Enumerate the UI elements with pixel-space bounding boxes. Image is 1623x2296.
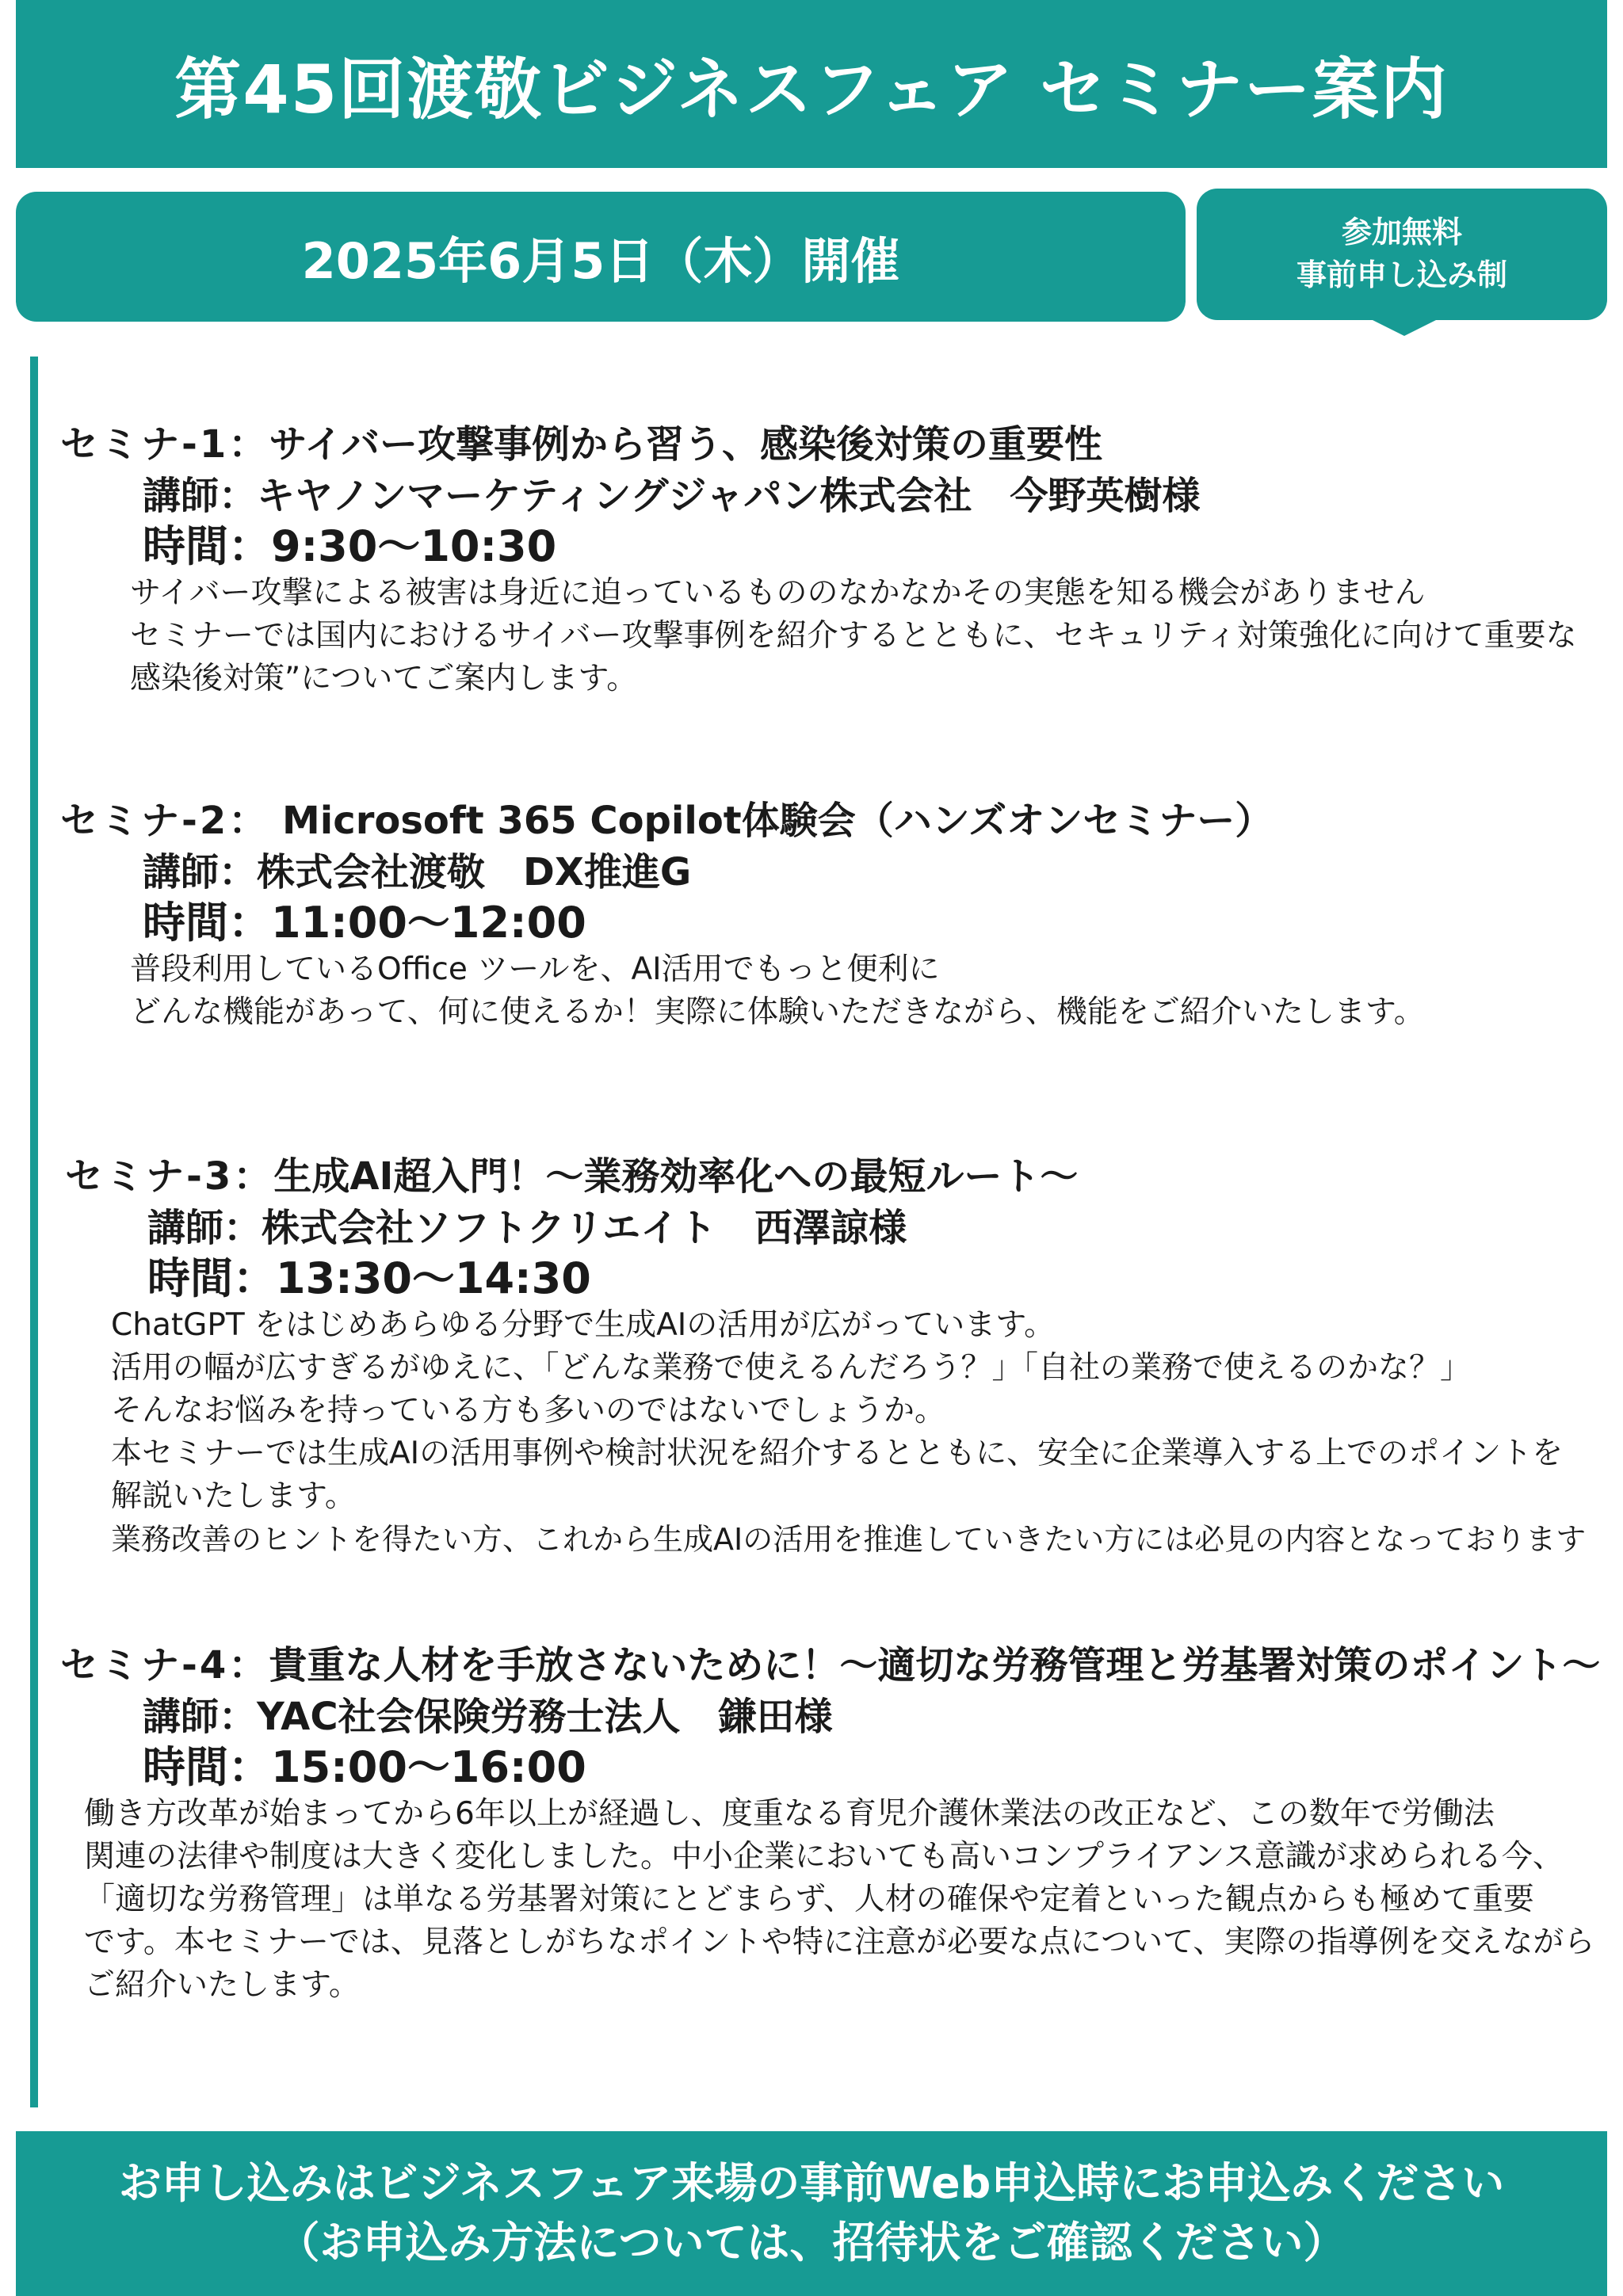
description-line: 解説いたします。 bbox=[111, 1478, 356, 1514]
description-line: どんな機能があって、何に使えるか！実際に体験いただきながら、機能をご紹介いたします。 bbox=[130, 994, 1425, 1030]
speaker-name: 株式会社渡敬 DX推進G bbox=[257, 850, 692, 894]
description-line: 本セミナーでは生成AIの活用事例や検討状況を紹介するとともに、安全に企業導入する上でのポイントを bbox=[111, 1436, 1564, 1471]
speaker-label: 講師： bbox=[143, 850, 258, 894]
description-line: ChatGPT をはじめあらゆる分野で生成AIの活用が広がっています。 bbox=[111, 1307, 1056, 1343]
time-label: 時間： bbox=[143, 521, 271, 571]
seminar-time bbox=[60, 1253, 1606, 1304]
time-label: 時間： bbox=[143, 898, 271, 948]
description-line: 「適切な労務管理」は単なる労基署対策にとどまらず、人材の確保や定着といった観点からも極めて重要 bbox=[84, 1882, 1534, 1917]
seminar-title: Microsoft 365 Copilot体験会（ハンズオンセミナー） bbox=[269, 799, 1274, 843]
content-accent-rule bbox=[30, 357, 38, 2107]
seminar-number: セミナ-2： bbox=[60, 799, 269, 843]
description-line: 関連の法律や制度は大きく変化しました。中小企業においても高いコンプライアンス意識が求められる今、 bbox=[84, 1839, 1564, 1875]
seminar-time bbox=[60, 1742, 1606, 1793]
description-line: 働き方改革が始まってから6年以上が経過し、度重なる育児介護休業法の改正など、この数年で労働法 bbox=[84, 1796, 1495, 1832]
application-instruction: お申し込みはビジネスフェア来場の事前Web申込時にお申込みください bbox=[118, 2158, 1505, 2209]
description-line: 普段利用しているOffice ツールを、AI活用でもっと便利に bbox=[130, 952, 940, 987]
speaker-label: 講師： bbox=[147, 1206, 262, 1250]
description-line: 活用の幅が広すぎるがゆえに、「どんな業務で使えるんだろう？」「自社の業務で使えるのかな？」 bbox=[111, 1350, 1472, 1386]
seminar-3 bbox=[60, 1150, 1606, 1561]
badge-free-text: 参加無料 bbox=[1341, 215, 1462, 250]
time-value: 11:00～12:00 bbox=[271, 898, 586, 948]
seminar-1 bbox=[60, 418, 1606, 700]
seminar-description bbox=[60, 572, 1606, 700]
description-line: 感染後対策”についてご案内します。 bbox=[130, 661, 638, 696]
seminar-time bbox=[60, 521, 1606, 572]
time-value: 15:00～16:00 bbox=[271, 1742, 586, 1792]
seminar-title: サイバー攻撃事例から習う、感染後対策の重要性 bbox=[269, 422, 1103, 467]
speaker-name: キヤノンマーケティングジャパン株式会社 今野英樹様 bbox=[257, 474, 1201, 518]
free-registration-badge bbox=[1197, 189, 1607, 320]
description-line: サイバー攻撃による被害は身近に迫っているもののなかなかその実態を知る機会がありません bbox=[130, 575, 1426, 611]
seminar-speaker bbox=[60, 1691, 1606, 1742]
badge-pointer bbox=[1369, 318, 1439, 336]
seminar-description bbox=[60, 1793, 1606, 2007]
badge-registration-text: 事前申し込み制 bbox=[1296, 257, 1507, 292]
seminar-number: セミナ-4： bbox=[60, 1643, 269, 1688]
seminar-time bbox=[60, 898, 1606, 948]
seminar-2 bbox=[60, 795, 1606, 1034]
seminar-title: 貴重な人材を手放さないために！～適切な労務管理と労基署対策のポイント～ bbox=[269, 1643, 1601, 1688]
description-line: ご紹介いたします。 bbox=[84, 1967, 360, 2003]
speaker-name: YAC社会保険労務士法人 鎌田様 bbox=[257, 1695, 833, 1739]
speaker-name: 株式会社ソフトクリエイト 西澤諒様 bbox=[262, 1206, 907, 1250]
seminar-description bbox=[60, 1304, 1606, 1561]
time-label: 時間： bbox=[143, 1742, 271, 1792]
time-label: 時間： bbox=[147, 1253, 276, 1303]
seminar-heading bbox=[60, 1639, 1606, 1691]
description-line: 業務改善のヒントを得たい方、これから生成AIの活用を推進していきたい方には必見の内容となっております bbox=[111, 1522, 1587, 1557]
description-line: そんなお悩みを持っている方も多いのではないでしょうか。 bbox=[111, 1393, 946, 1428]
seminar-speaker bbox=[60, 1203, 1606, 1253]
speaker-label: 講師： bbox=[143, 1695, 258, 1739]
seminar-number: セミナ-3： bbox=[65, 1154, 274, 1199]
seminar-heading bbox=[60, 418, 1606, 471]
seminar-number: セミナ-1： bbox=[60, 422, 269, 467]
application-banner bbox=[16, 2131, 1607, 2296]
time-value: 9:30～10:30 bbox=[271, 521, 557, 571]
speaker-label: 講師： bbox=[143, 474, 258, 518]
seminar-heading bbox=[60, 1150, 1606, 1203]
seminar-speaker bbox=[60, 847, 1606, 898]
event-date-banner bbox=[16, 192, 1186, 322]
seminar-description bbox=[60, 948, 1606, 1034]
description-line: セミナーでは国内におけるサイバー攻撃事例を紹介するとともに、セキュリティ対策強化に向けて重要な bbox=[130, 618, 1577, 654]
time-value: 13:30～14:30 bbox=[276, 1253, 591, 1303]
application-note: （お申込み方法については、招待状をご確認ください） bbox=[277, 2218, 1346, 2267]
description-line: です。本セミナーでは、見落としがちなポイントや特に注意が必要な点について、実際の指導例を交えながら bbox=[84, 1924, 1595, 1960]
event-date: 2025年6月5日（木）開催 bbox=[301, 231, 900, 290]
seminar-title: 生成AI超入門！～業務効率化への最短ルート～ bbox=[273, 1154, 1079, 1199]
page-title: 第45回渡敬ビジネスフェア セミナー案内 bbox=[174, 50, 1449, 128]
seminar-heading bbox=[60, 795, 1606, 847]
seminar-speaker bbox=[60, 471, 1606, 521]
title-banner bbox=[16, 0, 1607, 168]
seminar-4 bbox=[60, 1639, 1606, 2007]
